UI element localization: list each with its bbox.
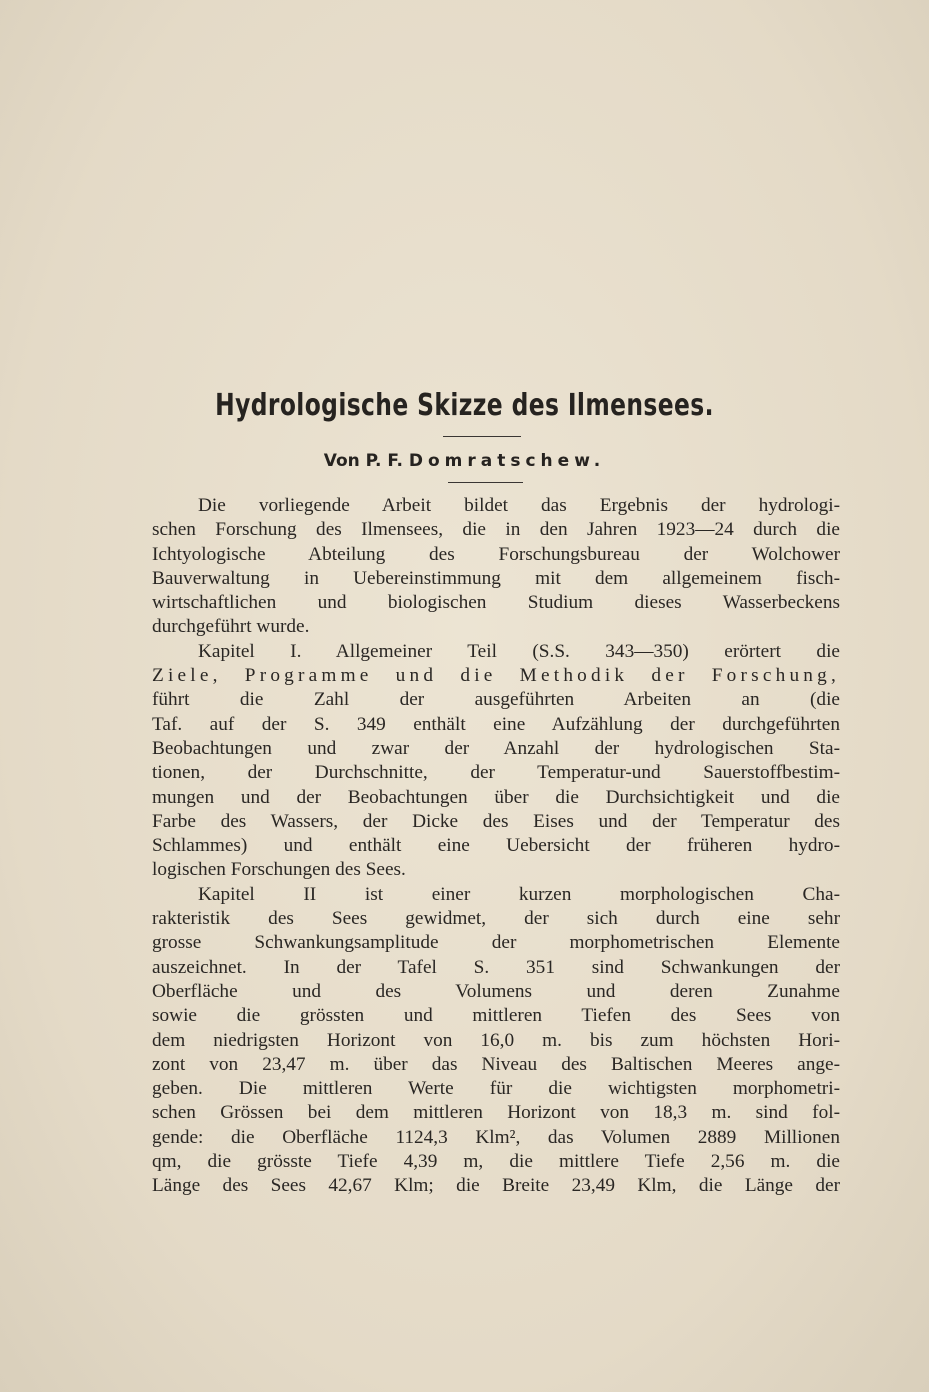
text-line: Die vorliegende Arbeit bildet das Ergebnis der hydrologi- [198, 495, 840, 516]
text-line: Kapitel II ist einer kurzen morphologischen Cha- [198, 883, 840, 905]
text-line: Schlammes) und enthält eine Uebersicht der früheren hydro- [152, 835, 840, 857]
article-title: Hydrologische Skizze des Ilmensees. [215, 388, 714, 423]
body-text [152, 494, 840, 1199]
text-line: Kapitel I. Allgemeiner Teil (S.S. 343—350) erörtert die [198, 640, 840, 662]
text-line: logischen Forschungen des Sees. [152, 859, 406, 881]
text-line: tionen, der Durchschnitte, der Temperatur-und Sauerstoffbestim- [152, 762, 840, 784]
text-line: Ziele, Programme und die Methodik der Forschung, [152, 665, 840, 687]
text-line: Länge des Sees 42,67 Klm; die Breite 23,49 Klm, die Länge der [152, 1175, 840, 1197]
text-line: Ichtyologische Abteilung des Forschungsbureau der Wolchower [152, 543, 840, 565]
author-line [0, 451, 929, 471]
text-line: gende: die Oberfläche 1124,3 Klm², das Volumen 2889 Millionen [152, 1126, 840, 1148]
text-line: mungen und der Beobachtungen über die Durchsichtigkeit und die [152, 786, 840, 808]
text-line: zont von 23,47 m. über das Niveau des Baltischen Meeres ange- [152, 1053, 840, 1075]
text-line: Beobachtungen und zwar der Anzahl der hydrologischen Sta- [152, 737, 840, 759]
text-line: qm, die grösste Tiefe 4,39 m, die mittlere Tiefe 2,56 m. die [152, 1151, 840, 1173]
text-line: Taf. auf der S. 349 enthält eine Aufzählung der durchgeführten [152, 713, 840, 735]
text-line: führt die Zahl der ausgeführten Arbeiten an (die [152, 689, 840, 711]
title-rule [443, 436, 521, 437]
text-line: durchgeführt wurde. [152, 616, 310, 638]
author-prefix: Von P. F. [323, 451, 403, 471]
text-line: dem niedrigsten Horizont von 16,0 m. bis zum höchsten Hori- [152, 1029, 840, 1051]
text-line: geben. Die mittleren Werte für die wichtigsten morphometri- [152, 1078, 840, 1100]
text-line: auszeichnet. In der Tafel S. 351 sind Schwankungen der [152, 956, 840, 978]
text-line: schen Grössen bei dem mittleren Horizont von 18,3 m. sind fol- [152, 1102, 840, 1124]
text-line: sowie die grössten und mittleren Tiefen des Sees von [152, 1005, 840, 1027]
text-line: Bauverwaltung in Uebereinstimmung mit dem allgemeinem fisch- [152, 567, 840, 589]
author-rule [448, 482, 523, 483]
author-name: Domratschew. [408, 451, 606, 471]
text-line: rakteristik des Sees gewidmet, der sich durch eine sehr [152, 908, 840, 930]
text-line: Farbe des Wassers, der Dicke des Eises und der Temperatur des [152, 810, 840, 832]
text-line: schen Forschung des Ilmensees, die in den Jahren 1923—24 durch die [152, 519, 840, 541]
text-line: Oberfläche und des Volumens und deren Zunahme [152, 980, 840, 1002]
text-line: wirtschaftlichen und biologischen Studium dieses Wasserbeckens [152, 592, 840, 614]
text-line: grosse Schwankungsamplitude der morphometrischen Elemente [152, 932, 840, 954]
